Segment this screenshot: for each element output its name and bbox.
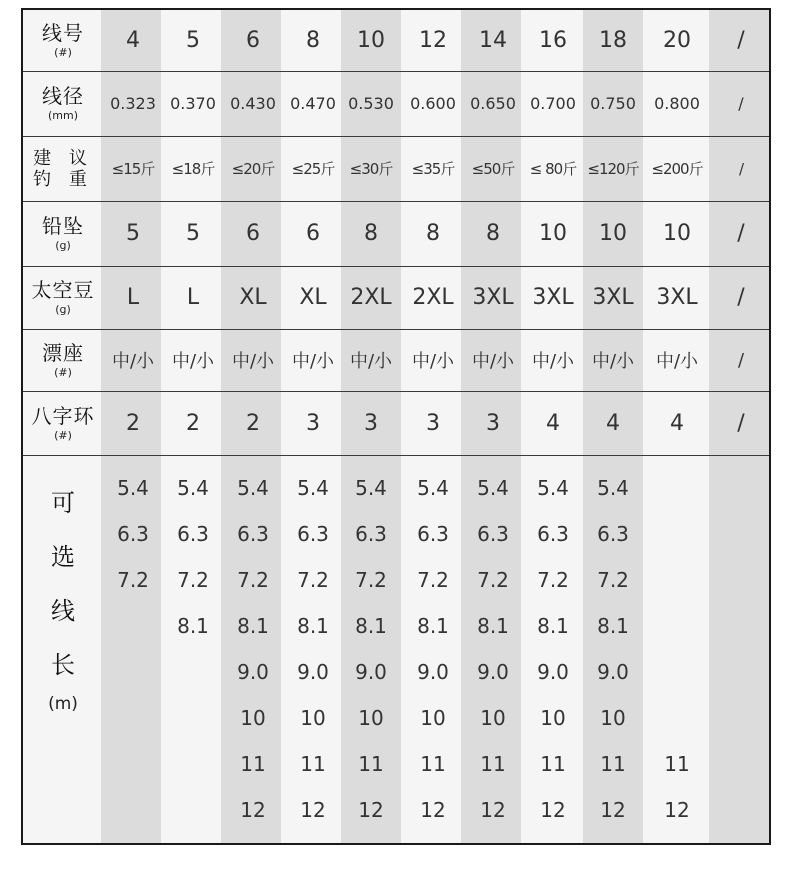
table-cell: 2 [246, 410, 260, 436]
length-value: 6.3 [537, 522, 569, 546]
length-value: 6.3 [117, 522, 149, 546]
row-header-label-line1: 建 议 [33, 147, 93, 169]
length-value: 10 [480, 706, 506, 730]
length-value: 5.4 [355, 476, 387, 500]
length-value: 5.4 [237, 476, 269, 500]
table-cell: / [737, 349, 745, 371]
length-value: 6.3 [237, 522, 269, 546]
table-cell: 0.530 [348, 94, 394, 113]
table-cell: 0.800 [654, 94, 700, 113]
table-cell: 16 [539, 28, 567, 53]
length-value: 5.4 [417, 476, 449, 500]
length-value: 7.2 [537, 568, 569, 592]
table-cell: 0.323 [110, 94, 156, 113]
length-header-char: 可 [51, 489, 75, 517]
length-value: 8.1 [417, 614, 449, 638]
length-value: 10 [420, 706, 446, 730]
table-cell: 0.600 [410, 94, 456, 113]
length-value: 9.0 [597, 660, 629, 684]
length-value: 5.4 [537, 476, 569, 500]
length-value: 9.0 [417, 660, 449, 684]
row-header-label: 线径 [42, 84, 84, 108]
row-header-label: 漂座 [42, 340, 84, 365]
length-value: 12 [300, 798, 326, 822]
table-cell: ≤200斤 [651, 160, 703, 178]
table-cell: 3 [306, 410, 320, 436]
length-value: 7.2 [117, 568, 149, 592]
length-value: 5.4 [477, 476, 509, 500]
length-value: 11 [358, 752, 384, 776]
table-cell: 5 [126, 221, 140, 246]
length-value: 10 [540, 706, 566, 730]
length-value: 11 [664, 752, 690, 776]
length-value: 8.1 [597, 614, 629, 638]
length-value: 12 [358, 798, 384, 822]
length-value: 9.0 [477, 660, 509, 684]
table-cell: 中/小 [471, 351, 515, 372]
row-header-unit: (#) [54, 428, 72, 442]
table-cell: ≤35斤 [411, 160, 455, 178]
length-value: 7.2 [477, 568, 509, 592]
row-header-diameter [23, 71, 103, 136]
length-value: 8.1 [297, 614, 329, 638]
row-header-unit: (g) [55, 303, 71, 316]
length-row-header [23, 476, 103, 714]
length-value: 10 [300, 706, 326, 730]
length-value: 8.1 [237, 614, 269, 638]
length-value: 9.0 [297, 660, 329, 684]
length-value: 11 [480, 752, 506, 776]
table-cell: 6 [306, 221, 320, 246]
length-value: 12 [480, 798, 506, 822]
table-cell: 中/小 [349, 351, 393, 372]
row-header-label: 线号 [42, 21, 84, 45]
table-cell: / [737, 285, 745, 310]
length-value: 6.3 [597, 522, 629, 546]
table-cell: 12 [419, 28, 447, 53]
table-cell: ≤ 80斤 [529, 160, 577, 178]
table-cell: 0.470 [290, 94, 336, 113]
length-value: 12 [240, 798, 266, 822]
length-value: 12 [600, 798, 626, 822]
table-cell: 2XL [350, 285, 392, 310]
length-header-char: 选 [51, 543, 75, 571]
length-value: 11 [420, 752, 446, 776]
table-cell: ≤25斤 [291, 160, 335, 178]
table-cell: 14 [479, 28, 507, 53]
length-value: 11 [240, 752, 266, 776]
row-header-label-line2: 钓 重 [33, 168, 93, 190]
table-cell: ≤15斤 [111, 160, 155, 178]
length-value: 7.2 [355, 568, 387, 592]
table-cell: ≤120斤 [587, 160, 639, 178]
table-cell: 3XL [592, 285, 634, 310]
length-header-unit: (m) [48, 694, 78, 714]
table-cell: ≤18斤 [171, 160, 215, 178]
table-cell: 4 [670, 410, 684, 436]
length-value: 11 [300, 752, 326, 776]
length-value: 8.1 [477, 614, 509, 638]
table-cell: 0.430 [230, 94, 276, 113]
spec-table [21, 8, 771, 845]
table-cell: / [738, 159, 744, 178]
table-cell: ≤30斤 [349, 160, 393, 178]
table-cell: 中/小 [591, 351, 635, 372]
length-value: 10 [240, 706, 266, 730]
row-header-space-bean [23, 266, 103, 329]
length-value: 12 [664, 798, 690, 822]
table-cell: 18 [599, 28, 627, 53]
table-cell: 4 [126, 28, 140, 53]
table-cell: 中/小 [291, 351, 335, 372]
row-divider [23, 455, 769, 456]
table-cell: 中/小 [531, 351, 575, 372]
length-value: 8.1 [177, 614, 209, 638]
row-header-label: 太空豆 [31, 278, 95, 302]
length-value: 11 [600, 752, 626, 776]
length-value: 7.2 [597, 568, 629, 592]
table-cell: XL [239, 285, 267, 310]
length-value: 7.2 [297, 568, 329, 592]
table-cell: 8 [426, 221, 440, 246]
length-value: 6.3 [355, 522, 387, 546]
length-value: 9.0 [537, 660, 569, 684]
length-value: 5.4 [177, 476, 209, 500]
row-header-unit: (#) [54, 46, 72, 59]
length-value: 9.0 [355, 660, 387, 684]
table-cell: 中/小 [231, 351, 275, 372]
table-cell: 10 [357, 28, 385, 53]
table-cell: 3 [364, 410, 378, 436]
row-header-label: 铅坠 [42, 214, 84, 238]
row-header-unit: (#) [54, 365, 72, 379]
row-header-unit: (mm) [47, 109, 78, 122]
table-cell: 4 [546, 410, 560, 436]
table-cell: 20 [663, 28, 691, 53]
table-cell: 3 [486, 410, 500, 436]
table-cell: 8 [306, 28, 320, 53]
table-cell: 3XL [472, 285, 514, 310]
table-cell: / [737, 410, 745, 436]
table-cell: 10 [599, 221, 627, 246]
length-value: 10 [358, 706, 384, 730]
length-value: 7.2 [177, 568, 209, 592]
table-cell: 8 [486, 221, 500, 246]
length-value: 8.1 [355, 614, 387, 638]
row-header-swivel [23, 391, 103, 455]
length-value: 12 [540, 798, 566, 822]
table-cell: 3XL [532, 285, 574, 310]
row-header-line-number [23, 10, 103, 71]
length-value: 11 [540, 752, 566, 776]
row-header-float-seat [23, 329, 103, 391]
length-value: 12 [420, 798, 446, 822]
length-value: 6.3 [477, 522, 509, 546]
row-header-label: 八字环 [31, 403, 95, 428]
table-cell: 0.700 [530, 94, 576, 113]
table-cell: 5 [186, 28, 200, 53]
length-value: 7.2 [417, 568, 449, 592]
table-cell: / [737, 221, 745, 246]
length-value: 5.4 [597, 476, 629, 500]
length-header-char: 长 [51, 651, 75, 679]
table-cell: L [186, 285, 200, 310]
length-value: 10 [600, 706, 626, 730]
table-cell: 中/小 [171, 351, 215, 372]
table-cell: / [738, 94, 744, 113]
table-cell: L [126, 285, 140, 310]
row-header-suggested-weight [23, 136, 103, 201]
length-header-char: 线 [51, 597, 75, 625]
table-cell: 2 [126, 410, 140, 436]
table-cell: 中/小 [655, 351, 699, 372]
table-cell: 0.750 [590, 94, 636, 113]
length-value: 6.3 [177, 522, 209, 546]
table-cell: 5 [186, 221, 200, 246]
table-cell: 0.370 [170, 94, 216, 113]
table-cell: 3 [426, 410, 440, 436]
table-cell: XL [299, 285, 327, 310]
table-cell: 6 [246, 221, 260, 246]
table-cell: 2XL [412, 285, 454, 310]
length-value: 8.1 [537, 614, 569, 638]
table-cell: 0.650 [470, 94, 516, 113]
table-cell: 10 [663, 221, 691, 246]
table-cell: ≤50斤 [471, 160, 515, 178]
table-cell: 2 [186, 410, 200, 436]
table-cell: 中/小 [411, 351, 455, 372]
row-header-sinker [23, 201, 103, 266]
table-cell: / [737, 28, 745, 53]
row-header-unit: (g) [55, 239, 71, 252]
length-value: 5.4 [117, 476, 149, 500]
length-value: 5.4 [297, 476, 329, 500]
table-cell: 8 [364, 221, 378, 246]
length-value: 6.3 [297, 522, 329, 546]
table-cell: 4 [606, 410, 620, 436]
table-cell: 中/小 [111, 351, 155, 372]
length-value: 9.0 [237, 660, 269, 684]
table-cell: 3XL [656, 285, 698, 310]
length-value: 7.2 [237, 568, 269, 592]
table-cell: 6 [246, 28, 260, 53]
table-cell: 10 [539, 221, 567, 246]
table-cell: ≤20斤 [231, 160, 275, 178]
length-value: 6.3 [417, 522, 449, 546]
